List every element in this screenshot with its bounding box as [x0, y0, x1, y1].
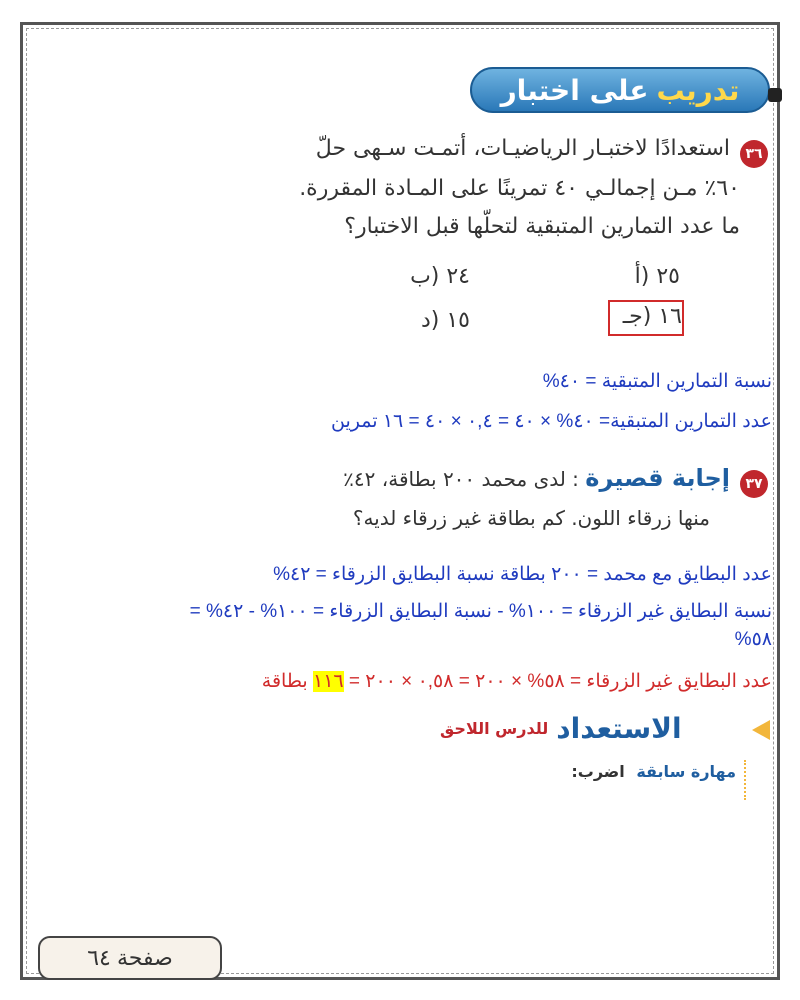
dotted-divider [744, 760, 746, 800]
solution-37-line-4-prefix: عدد البطايق غير الزرقاء = ٥٨% × ٢٠٠ = ٠,٥٨ × ٢٠٠ = [343, 671, 772, 692]
option-a[interactable]: ٢٥ (أ [634, 264, 680, 289]
final-answer-highlight: ١١٦ [313, 671, 344, 692]
question-36-number: ٣٦ [740, 140, 768, 168]
solution-37-line-1: عدد البطايق مع محمد = ٢٠٠ بطاقة نسبة البطايق الزرقاء = ٤٢% [273, 564, 772, 585]
prep-subtitle: للدرس اللاحق [440, 718, 549, 738]
question-36-line-1: استعدادًا لاختبـار الرياضيـات، أتمـت سـهى حلّ [315, 136, 730, 161]
practice-banner [470, 67, 770, 113]
section-arrow-icon [752, 720, 770, 740]
prep-heading [440, 708, 740, 748]
option-d[interactable]: ١٥ (د [420, 308, 470, 333]
page-number: صفحة ٦٤ [87, 945, 173, 970]
page-number-badge [38, 936, 222, 980]
solution-37-line-2: نسبة البطايق غير الزرقاء = ١٠٠% - نسبة البطايق الزرقاء = ١٠٠% - ٤٢% = [189, 601, 772, 622]
solution-36-line-2: عدد التمارين المتبقية= ٤٠% × ٤٠ = ٠,٤ × ٤٠ = ١٦ تمرين [331, 411, 772, 432]
prep-title: الاستعداد [556, 711, 682, 745]
short-answer-label: إجابة قصيرة [585, 464, 730, 492]
option-b[interactable]: ٢٤ (ب [410, 264, 470, 289]
prep-instruction: اضرب: [571, 762, 625, 781]
question-37-number: ٣٧ [740, 470, 768, 498]
banner-title-highlight: تدريب [656, 73, 740, 107]
prep-skill-row [480, 762, 736, 781]
solution-37-line-4 [262, 670, 772, 693]
prior-skill-label: مهارة سابقة [636, 762, 736, 781]
question-37-line-1-row [200, 464, 730, 492]
solution-36-line-1: نسبة التمارين المتبقية = ٤٠% [542, 371, 772, 392]
question-36-line-3: ما عدد التمارين المتبقية لتحلّها قبل الاختبار؟ [344, 214, 740, 239]
solution-37-line-3: ٥٨% [734, 629, 772, 650]
banner-title: على اختبار [500, 73, 649, 107]
option-c[interactable]: ١٦ (جـ [622, 304, 682, 329]
question-37-line-2: منها زرقاء اللون. كم بطاقة غير زرقاء لديه؟ [352, 506, 710, 530]
pencil-icon [768, 88, 782, 102]
solution-37-line-4-suffix: بطاقة [261, 671, 313, 692]
page-frame [20, 22, 780, 980]
question-37-line-1: : لدى محمد ٢٠٠ بطاقة، ٤٢٪ [343, 467, 579, 491]
question-36-line-2: ٦٠٪ مـن إجمالـي ٤٠ تمرينًا على المـادة المقررة. [299, 176, 740, 201]
